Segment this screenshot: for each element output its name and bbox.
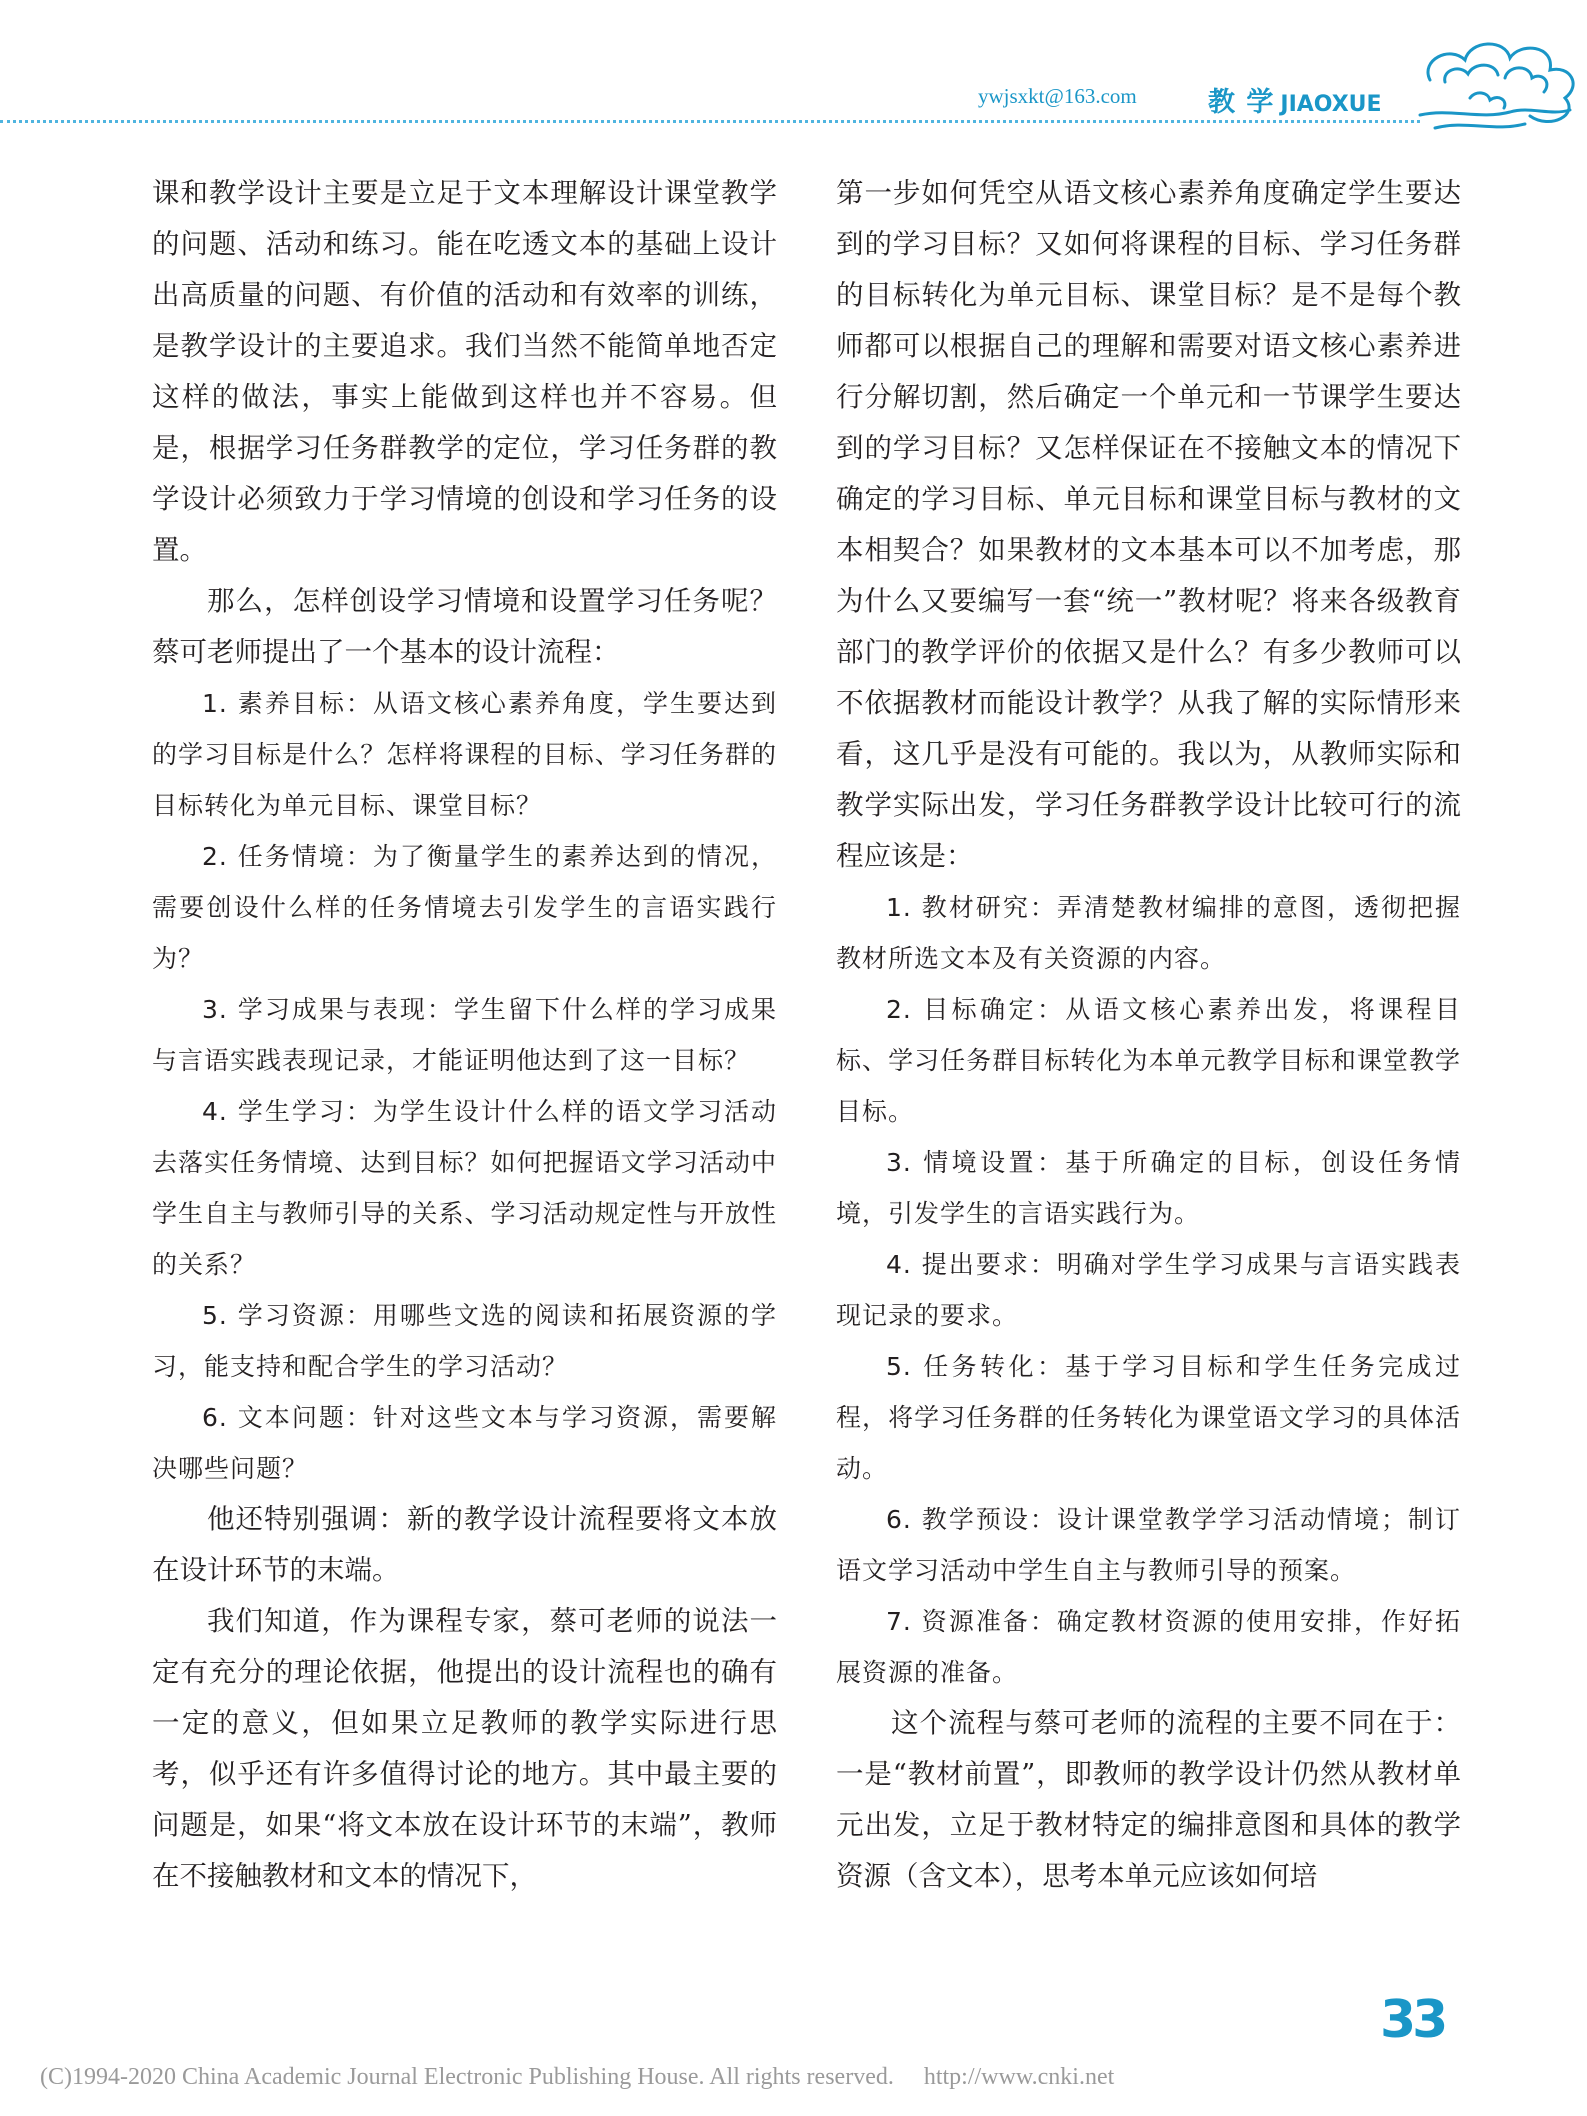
list-item: 2. 目标确定：从语文核心素养出发，将课程目标、学习任务群目标转化为本单元教学目标和课堂教学目标。 xyxy=(836,995,1461,1126)
list-item: 6. 文本问题：针对这些文本与学习资源，需要解决哪些问题？ xyxy=(152,1403,777,1483)
paragraph: 那么，怎样创设学习情境和设置学习任务呢？蔡可老师提出了一个基本的设计流程： xyxy=(152,585,777,668)
cloud-ornament-icon xyxy=(1410,20,1587,140)
list-item: 5. 任务转化：基于学习目标和学生任务完成过程，将学习任务群的任务转化为课堂语文学习的具体活动。 xyxy=(836,1352,1461,1483)
page-header xyxy=(0,0,1587,135)
list-item: 2. 任务情境：为了衡量学生的素养达到的情况，需要创设什么样的任务情境去引发学生的言语实践行为？ xyxy=(152,842,777,973)
contact-email[interactable]: ywjsxkt@163.com xyxy=(978,84,1137,108)
header-dotted-rule xyxy=(0,120,1420,123)
list-item: 7. 资源准备：确定教材资源的使用安排，作好拓展资源的准备。 xyxy=(836,1607,1461,1687)
list-item: 1. 教材研究：弄清楚教材编排的意图，透彻把握教材所选文本及有关资源的内容。 xyxy=(836,893,1461,973)
paragraph: 课和教学设计主要是立足于文本理解设计课堂教学的问题、活动和练习。能在吃透文本的基础上设计出高质量的问题、有价值的活动和有效率的训练，是教学设计的主要追求。我们当然不能简单地否定这样的做法，事实上能做到这样也并不容易。但是，根据学习任务群教学的定位，学习任务群的教学设计必须致力于学习情境的创设和学习任务的设置。 xyxy=(152,177,777,566)
list-item: 6. 教学预设：设计课堂教学学习活动情境；制订语文学习活动中学生自主与教师引导的预案。 xyxy=(836,1505,1461,1585)
page-number: 33 xyxy=(1380,1990,1445,2050)
list-item: 3. 学习成果与表现：学生留下什么样的学习成果与言语实践表现记录，才能证明他达到了这一目标？ xyxy=(152,995,777,1075)
paragraph: 他还特别强调：新的教学设计流程要将文本放在设计环节的末端。 xyxy=(152,1503,777,1586)
paragraph: 这个流程与蔡可老师的流程的主要不同在于：一是“教材前置”，即教师的教学设计仍然从教材单元出发，立足于教材特定的编排意图和具体的教学资源（含文本），思考本单元应该如何培 xyxy=(836,1707,1461,1892)
list-item: 4. 提出要求：明确对学生学习成果与言语实践表现记录的要求。 xyxy=(836,1250,1461,1330)
left-column xyxy=(152,168,777,1902)
list-item: 1. 素养目标：从语文核心素养角度，学生要达到的学习目标是什么？怎样将课程的目标、学习任务群的目标转化为单元目标、课堂目标？ xyxy=(152,689,777,820)
paragraph: 我们知道，作为课程专家，蔡可老师的说法一定有充分的理论依据，他提出的设计流程也的确有一定的意义，但如果立足教师的教学实际进行思考，似乎还有许多值得讨论的地方。其中最主要的问题是，如果“将文本放在设计环节的末端”，教师在不接触教材和文本的情况下， xyxy=(152,1605,777,1892)
journal-title-pinyin: JIAOXUE xyxy=(1280,92,1382,117)
copyright-footer: (C)1994-2020 China Academic Journal Electronic Publishing House. All rights reserved. http://www.cnki.net xyxy=(40,2064,1115,2090)
journal-title xyxy=(1208,80,1382,119)
paragraph: 第一步如何凭空从语文核心素养角度确定学生要达到的学习目标？又如何将课程的目标、学习任务群的目标转化为单元目标、课堂目标？是不是每个教师都可以根据自己的理解和需要对语文核心素养进行分解切割，然后确定一个单元和一节课学生要达到的学习目标？又怎样保证在不接触文本的情况下确定的学习目标、单元目标和课堂目标与教材的文本相契合？如果教材的文本基本可以不加考虑，那为什么又要编写一套“统一”教材呢？将来各级教育部门的教学评价的依据又是什么？有多少教师可以不依据教材而能设计教学？从我了解的实际情形来看，这几乎是没有可能的。我以为，从教师实际和教学实际出发，学习任务群教学设计比较可行的流程应该是： xyxy=(836,177,1461,872)
list-item: 5. 学习资源：用哪些文选的阅读和拓展资源的学习，能支持和配合学生的学习活动？ xyxy=(152,1301,777,1381)
right-column xyxy=(836,168,1461,1902)
list-item: 4. 学生学习：为学生设计什么样的语文学习活动去落实任务情境、达到目标？如何把握语文学习活动中学生自主与教师引导的关系、学习活动规定性与开放性的关系？ xyxy=(152,1097,777,1279)
journal-title-cn: 教 学 xyxy=(1208,87,1275,118)
list-item: 3. 情境设置：基于所确定的目标，创设任务情境，引发学生的言语实践行为。 xyxy=(836,1148,1461,1228)
